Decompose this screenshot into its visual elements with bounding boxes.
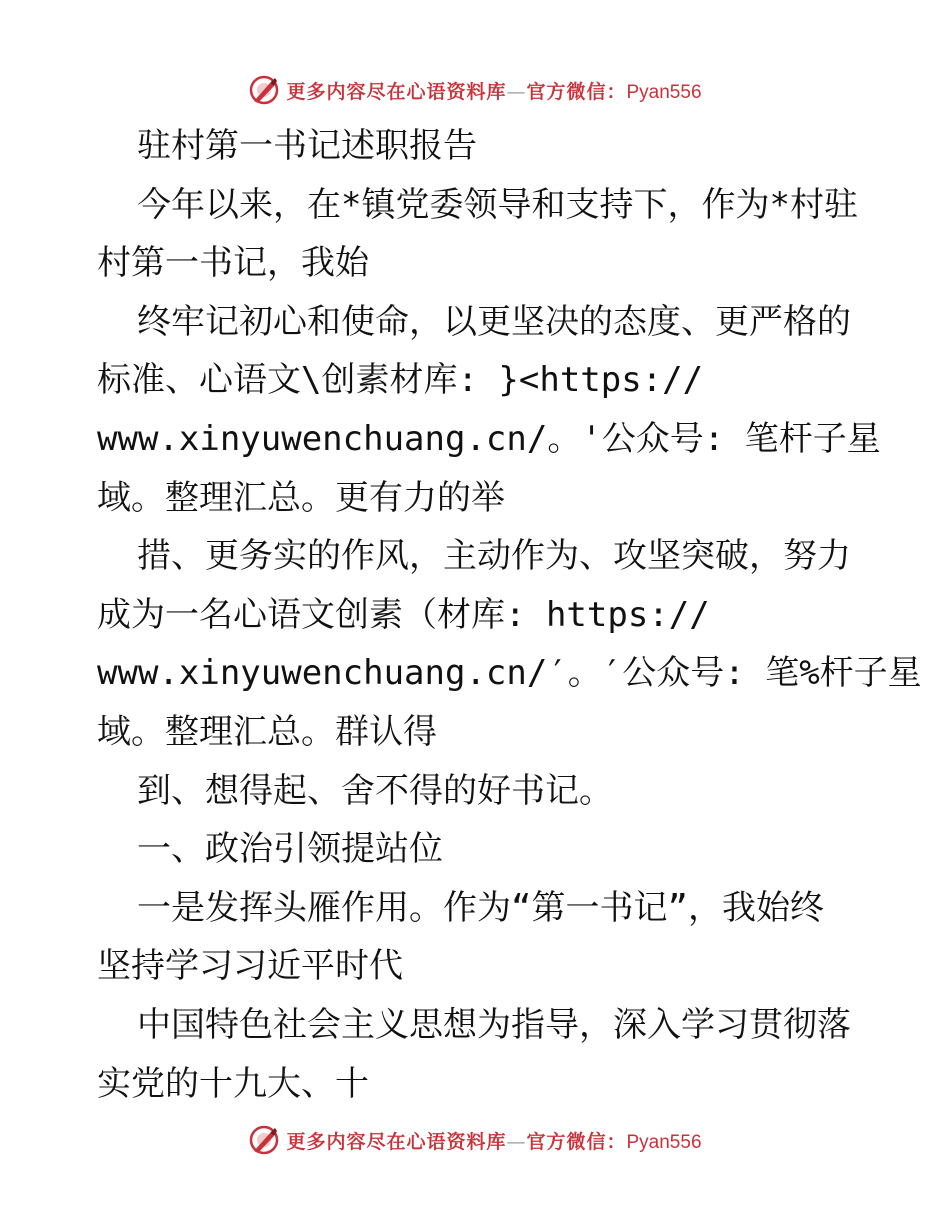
paragraph-line: 成为一名心语文创素（材库: https:// [97, 594, 710, 635]
banner-wechat-id: Pyan556 [626, 81, 702, 103]
paragraph-line: 到、想得起、舍不得的好书记。 [137, 770, 613, 811]
header-watermark-banner [0, 70, 950, 110]
document-title: 驻村第一书记述职报告 [137, 126, 477, 166]
paragraph-line: www.xinyuwenchuang.cn/。'公众号: 笔杆子星 [97, 418, 881, 459]
banner-text [286, 77, 701, 104]
paragraph-line: 措、更务实的作风，主动作为、攻坚突破，努力 [137, 536, 851, 577]
paragraph-line: 村第一书记，我始 [97, 243, 369, 284]
banner-text [286, 1127, 701, 1154]
banner-suffix-text: 官方微信： [526, 80, 627, 103]
footer-watermark-banner [0, 1120, 950, 1160]
banner-suffix-text: 官方微信： [526, 1130, 627, 1153]
banner-main-text: 更多内容尽在心语资料库 [286, 80, 507, 103]
paragraph-line: 标准、心语文\创素材库: }<https:// [97, 360, 704, 401]
paragraph-line: 中国特色社会主义思想为指导，深入学习贯彻落 [137, 1004, 851, 1045]
banner-main-text: 更多内容尽在心语资料库 [286, 1130, 507, 1153]
paragraph-line: 实党的十九大、十 [97, 1063, 369, 1104]
paragraph-line: 域。整理汇总。群认得 [97, 711, 437, 752]
paragraph-line: 今年以来，在*镇党委领导和支持下，作为*村驻 [137, 184, 858, 225]
paragraph-line: www.xinyuwenchuang.cn/′。′公众号: 笔%杆子星 [97, 653, 922, 694]
paragraph-line: 坚持学习习近平时代 [97, 946, 403, 987]
document-body [97, 117, 922, 1113]
paragraph-line: 终牢记初心和使命，以更坚决的态度、更严格的 [137, 301, 851, 342]
pen-logo-icon [248, 1124, 280, 1156]
banner-dash: — [506, 1130, 527, 1153]
banner-wechat-id: Pyan556 [626, 1131, 702, 1153]
paragraph-line: 域。整理汇总。更有力的举 [97, 477, 505, 518]
section-heading: 一、政治引领提站位 [137, 829, 443, 870]
paragraph-line: 一是发挥头雁作用。作为“第一书记”，我始终 [137, 887, 824, 928]
pen-logo-icon [248, 74, 280, 106]
banner-dash: — [506, 80, 527, 103]
